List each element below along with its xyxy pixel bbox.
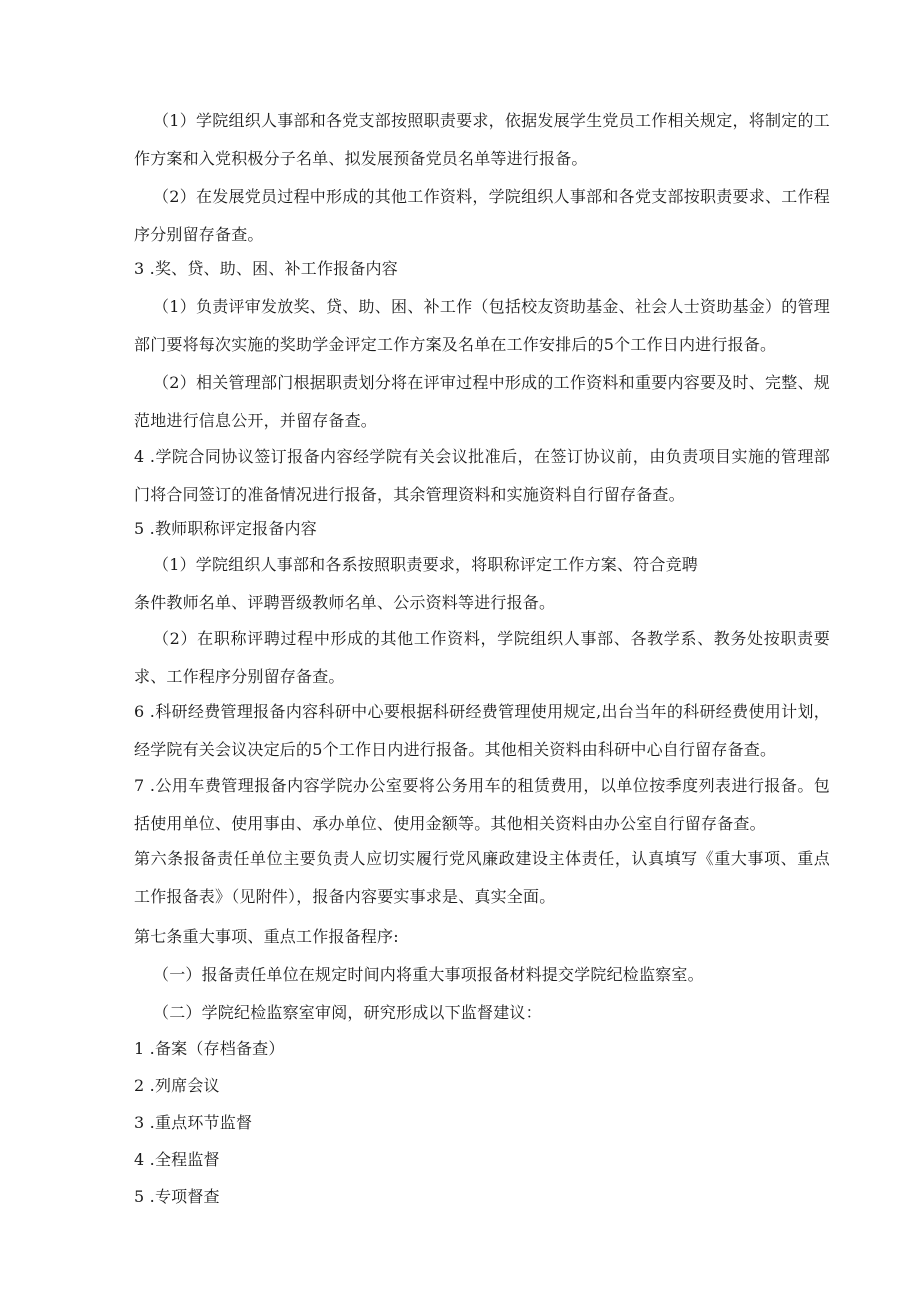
list-item-key-supervision: 3 .重点环节监督: [134, 1113, 253, 1132]
heading-scholarship-aid: 3 .奖、贷、助、困、补工作报备内容: [134, 259, 398, 278]
paragraph-title-evaluation-1b: 条件教师名单、评聘晋级教师名单、公示资料等进行报备。: [134, 593, 556, 612]
paragraph-article-six: 第六条报备责任单位主要负责人应切实履行党风廉政建设主体责任，认真填写《重大事项、重点工作报备表》（见附件），报备内容要实事求是、真实全面。: [134, 849, 830, 906]
paragraph-title-evaluation-1a: （1）学院组织人事部和各系按照职责要求，将职称评定工作方案、符合竞聘: [153, 555, 698, 574]
heading-article-seven: 第七条重大事项、重点工作报备程序:: [134, 927, 399, 946]
paragraph-vehicle-costs: 7 .公用车费管理报备内容学院办公室要将公务用车的租赁费用，以单位按季度列表进行报备。包括使用单位、使用事由、承办单位、使用金额等。其他相关资料由办公室自行留存备查。: [134, 776, 830, 833]
paragraph-party-member-records: （2）在发展党员过程中形成的其他工作资料，学院组织人事部和各党支部按职责要求、工作程序分别留存备查。: [134, 187, 830, 244]
list-item-attend-meeting: 2 .列席会议: [134, 1076, 220, 1095]
paragraph-procedure-one: （一）报备责任单位在规定时间内将重大事项报备材料提交学院纪检监察室。: [153, 965, 704, 984]
list-item-special-inspection: 5 .专项督查: [134, 1187, 220, 1206]
heading-title-evaluation: 5 .教师职称评定报备内容: [134, 519, 317, 538]
paragraph-scholarship-plan: （1）负责评审发放奖、贷、助、困、补工作（包括校友资助基金、社会人士资助基金）的管理部门要将每次实施的奖助学金评定工作方案及名单在工作安排后的5个工作日内进行报备。: [134, 297, 830, 354]
list-item-full-supervision: 4 .全程监督: [134, 1150, 220, 1169]
paragraph-title-evaluation-2: （2）在职称评聘过程中形成的其他工作资料，学院组织人事部、各教学系、教务处按职责要求、工作程序分别留存备查。: [134, 629, 830, 686]
list-item-record: 1 .备案（存档备查）: [134, 1039, 285, 1058]
paragraph-party-member-plan: （1）学院组织人事部和各党支部按照职责要求，依据发展学生党员工作相关规定，将制定的工作方案和入党积极分子名单、拟发展预备党员名单等进行报备。: [134, 111, 830, 168]
paragraph-contract-signing: 4 .学院合同协议签订报备内容经学院有关会议批准后，在签订协议前，由负责项目实施的管理部门将合同签订的准备情况进行报备，其余管理资料和实施资料自行留存备查。: [134, 447, 830, 504]
paragraph-procedure-two: （二）学院纪检监察室审阅，研究形成以下监督建议：: [153, 1003, 542, 1022]
paragraph-research-funds: 6 .科研经费管理报备内容科研中心要根据科研经费管理使用规定,出台当年的科研经费使用计划，经学院有关会议决定后的5个工作日内进行报备。其他相关资料由科研中心自行留存备查。: [134, 702, 830, 759]
paragraph-scholarship-disclosure: （2）相关管理部门根据职责划分将在评审过程中形成的工作资料和重要内容要及时、完整、规范地进行信息公开，并留存备查。: [134, 373, 830, 430]
